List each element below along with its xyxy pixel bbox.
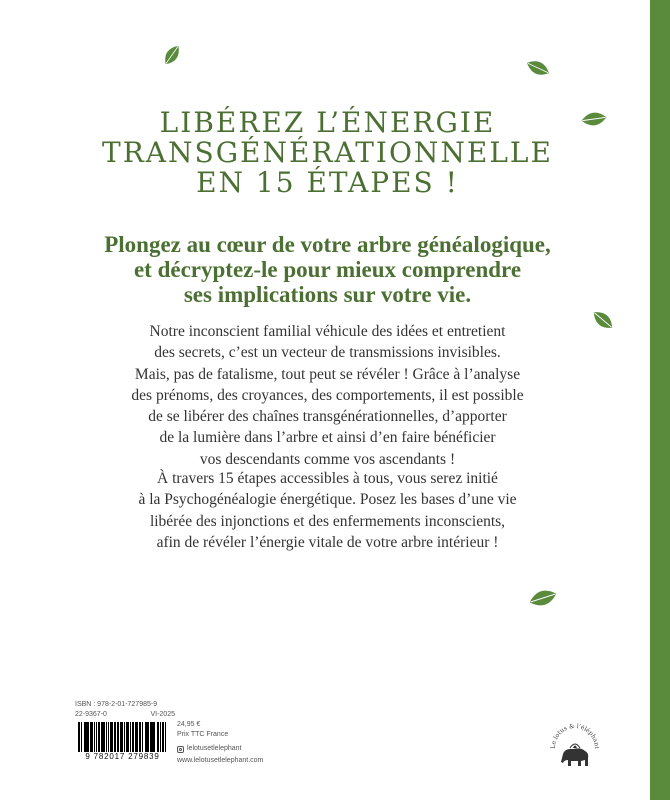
svg-text:Le lotus & l’éléphant: Le lotus & l’éléphant [549,722,601,749]
paragraph-line: Mais, pas de fatalisme, tout peut se révéler ! Grâce à l’analyse [134,365,521,383]
paragraph-line: libérée des injonctions et des enfermements inconscients, [149,512,506,530]
subtitle-line: ses implications sur votre vie. [183,282,472,307]
edition-code: VI-2025 [150,711,175,718]
title-line: LIBÉREZ L’ÉNERGIE [159,106,496,139]
description-paragraph-1 [60,321,595,470]
barcode-bar [124,722,125,752]
paragraph-line: à la Psychogénéalogie énergétique. Posez les bases d’une vie [138,491,517,509]
barcode [75,722,170,760]
title-line: TRANSGÉNÉRATIONNELLE [102,136,553,169]
leaf-icon [154,38,189,73]
publisher-logo [545,718,605,780]
subtitle-line: et décryptez-le pour mieux comprendre [133,257,522,282]
isbn-block [75,700,175,720]
barcode-bar [135,722,137,752]
paragraph-line: de se libérer des chaînes transgénérationnelles, d’apporter [148,408,507,426]
barcode-bar [91,722,93,752]
book-title [60,108,595,198]
barcode-number: 9 782017 279839 [85,752,160,761]
barcode-bar [147,722,149,752]
barcode-bar [165,722,167,752]
publisher-links [177,743,263,767]
product-code: 22-9367-0 [75,711,107,718]
website-link[interactable]: www.lelotusetlelephant.com [177,757,264,764]
description-paragraph-2 [60,468,595,553]
instagram-handle[interactable]: lelotusetlelephant [187,745,242,752]
barcode-bar [154,722,155,752]
barcode-bar [106,722,108,752]
paragraph-line: des secrets, c’est un vecteur de transmissions invisibles. [154,344,501,362]
book-spine-edge [650,0,670,800]
barcode-bar [151,722,153,752]
book-subtitle [60,232,595,307]
barcode-bar [81,722,83,752]
barcode-bar [111,722,113,752]
leaf-icon [526,584,561,612]
barcode-bar [117,722,119,752]
paragraph-line: vos descendants comme vos ascendants ! [199,450,456,468]
paragraph-line: afin de révéler l’énergie vitale de votre arbre intérieur ! [156,533,499,551]
barcode-bar [133,722,135,752]
paragraph-line: Notre inconscient familial véhicule des idées et entretient [149,323,506,340]
subtitle-line: Plongez au cœur de votre arbre généalogique, [104,232,551,257]
barcode-bars [78,722,168,752]
barcode-bar [158,722,160,752]
price-block [177,720,228,740]
paragraph-line: de la lumière dans l’arbre et ainsi d’en faire bénéficier [159,429,496,447]
barcode-bar [142,722,144,752]
barcode-bar [99,722,100,752]
leaf-icon [522,53,554,82]
title-line: EN 15 ÉTAPES ! [196,166,459,199]
isbn-text: ISBN : 978-2-01-727985-9 [75,701,158,708]
barcode-bar [86,722,88,752]
barcode-bar [130,722,131,752]
price-note: Prix TTC France [177,731,229,738]
barcode-bar [160,722,161,752]
paragraph-line: À travers 15 étapes accessibles à tous, vous serez initié [157,470,498,487]
barcode-bar [94,722,96,752]
instagram-icon [177,746,184,753]
paragraph-line: des prénoms, des croyances, des comportements, il est possible [131,386,524,404]
price: 24,95 € [177,721,201,728]
